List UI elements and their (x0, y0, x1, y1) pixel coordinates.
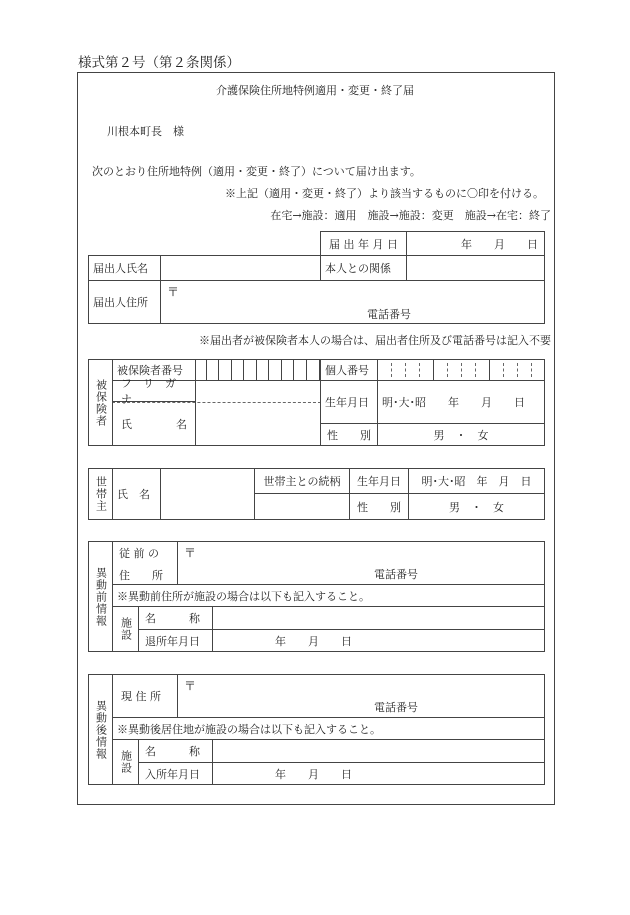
furigana-label: フ リ ガ ナ (112, 380, 196, 402)
household-gender-field[interactable]: 男 ・ 女 (408, 493, 545, 520)
insured-number-field[interactable] (195, 359, 320, 381)
after-facility-note: ※異動後居住地が施設の場合は以下も記入すること。 (112, 717, 545, 740)
furigana-field[interactable] (195, 380, 321, 402)
prev-address-label-line2: 住 所 (119, 569, 163, 582)
before-move-section-label: 異動前情報 (88, 541, 113, 652)
prev-facility-name-label: 名 称 (138, 606, 213, 630)
after-facility-label: 施設 (112, 739, 139, 785)
current-phone-label: 電話番号 (374, 701, 418, 714)
insured-gender-field[interactable]: 男 ・ 女 (377, 423, 545, 446)
household-relation-field[interactable] (254, 493, 350, 520)
case-legend: 在宅→施設：適用 施設→施設：変更 施設→在宅：終了 (270, 209, 551, 222)
postal-mark-icon: 〒 (167, 285, 180, 299)
insured-birthdate-label: 生年月日 (320, 380, 378, 424)
prev-address-label-line1: 従 前 の (119, 547, 159, 560)
household-relation-label: 世帯主との続柄 (254, 468, 350, 494)
household-gender-label: 性 別 (349, 493, 409, 520)
current-address-label: 現 住 所 (112, 674, 178, 718)
prev-facility-note: ※異動前住所が施設の場合は以下も記入すること。 (112, 584, 545, 607)
after-facility-name-label: 名 称 (138, 739, 213, 763)
household-birthdate-label: 生年月日 (349, 468, 409, 494)
prev-address-label (112, 541, 178, 585)
prev-phone-label: 電話番号 (374, 568, 418, 581)
addressee: 川根本町長 様 (107, 125, 184, 138)
after-move-section-label: 異動後情報 (88, 674, 113, 785)
after-facility-name-field[interactable] (212, 739, 545, 763)
exit-date-field[interactable]: 年 月 日 (212, 629, 545, 652)
household-section-label: 世帯主 (88, 468, 113, 520)
entry-date-field[interactable]: 年 月 日 (212, 762, 545, 785)
check-note: ※上記（適用・変更・終了）より該当するものに〇印を付ける。 (225, 187, 544, 200)
insured-name-field[interactable] (195, 402, 320, 446)
insured-number-label: 被保険者番号 (112, 359, 196, 381)
notifier-note: ※届出者が被保険者本人の場合は、届出者住所及び電話番号は記入不要 (199, 334, 551, 347)
prev-facility-label: 施設 (112, 606, 139, 652)
entry-date-label: 入所年月日 (138, 762, 213, 785)
notifier-name-field[interactable] (160, 255, 320, 281)
notifier-name-label: 届出人氏名 (88, 255, 161, 281)
phone-label: 電話番号 (367, 308, 411, 321)
personal-number-label: 個人番号 (320, 359, 378, 381)
relation-label: 本人との関係 (320, 255, 407, 281)
household-name-field[interactable] (160, 468, 255, 520)
notifier-address-label: 届出人住所 (88, 280, 161, 324)
notifier-address-field[interactable] (160, 280, 545, 324)
form-number: 様式第２号（第２条関係） (78, 55, 240, 71)
postal-mark-icon: 〒 (184, 546, 197, 560)
insured-gender-label: 性 別 (320, 423, 378, 446)
current-address-field[interactable] (177, 674, 545, 718)
insured-name-label: 氏 名 (112, 402, 196, 446)
insured-birthdate-field[interactable]: 明･大･昭 年 月 日 (377, 380, 545, 424)
postal-mark-icon: 〒 (184, 679, 197, 693)
notify-date-field[interactable]: 年 月 日 (406, 231, 545, 256)
household-birthdate-field[interactable]: 明･大･昭 年 月 日 (408, 468, 545, 494)
notify-date-label: 届 出 年 月 日 (320, 231, 407, 256)
personal-number-field[interactable] (377, 359, 545, 381)
household-name-label: 氏 名 (112, 468, 161, 520)
intro-text: 次のとおり住所地特例（適用・変更・終了）について届け出ます。 (92, 165, 421, 178)
insured-section-label: 被保険者 (88, 359, 113, 446)
prev-facility-name-field[interactable] (212, 606, 545, 630)
relation-field[interactable] (406, 255, 545, 281)
form-title: 介護保険住所地特例適用・変更・終了届 (216, 84, 414, 97)
prev-address-field[interactable] (177, 541, 545, 585)
exit-date-label: 退所年月日 (138, 629, 213, 652)
